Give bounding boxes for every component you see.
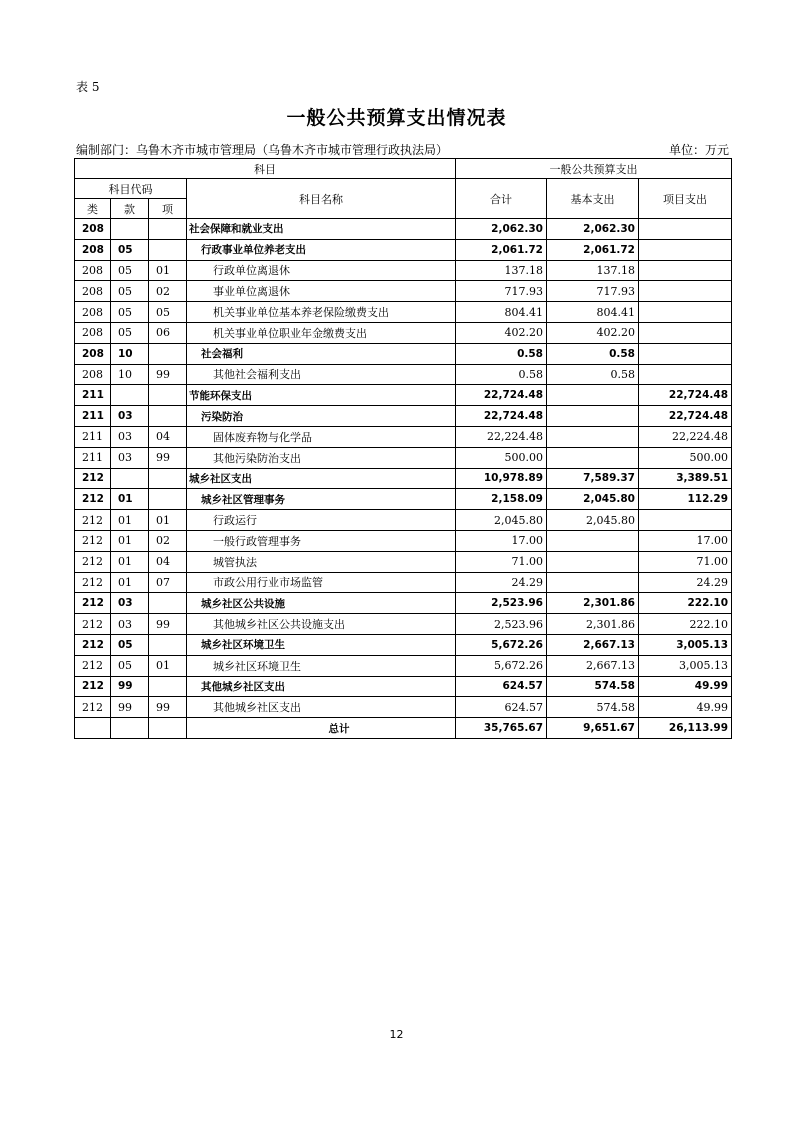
- table-number: 表 5: [76, 80, 100, 94]
- total-cell: 2,062.30: [456, 219, 547, 240]
- table-row: [75, 281, 732, 302]
- kuan-cell: 10: [111, 364, 149, 385]
- kuan-cell: 99: [111, 697, 149, 718]
- lei-cell: 212: [75, 468, 111, 489]
- page-number: 12: [389, 1028, 404, 1041]
- xiang-cell: 05: [149, 302, 187, 323]
- department-label: 编制部门：乌鲁木齐市城市管理局（乌鲁木齐市城市管理行政执法局）: [76, 143, 449, 157]
- kuan-cell: 01: [111, 530, 149, 551]
- subject-name-cell: 市政公用行业市场监管: [187, 572, 456, 593]
- header-budget-group: 一般公共预算支出: [456, 159, 732, 179]
- xiang-cell: [149, 239, 187, 260]
- total-cell: 5,672.26: [456, 655, 547, 676]
- basic-cell: 402.20: [547, 322, 639, 343]
- subject-name-cell: 城乡社区管理事务: [187, 489, 456, 510]
- total-cell: 717.93: [456, 281, 547, 302]
- project-cell: [639, 343, 732, 364]
- basic-cell: 574.58: [547, 676, 639, 697]
- total-row: [75, 718, 732, 739]
- total-kuan-cell: [111, 718, 149, 739]
- xiang-cell: 99: [149, 447, 187, 468]
- lei-cell: 208: [75, 343, 111, 364]
- lei-cell: 212: [75, 614, 111, 635]
- subject-name-cell: 污染防治: [187, 406, 456, 427]
- subject-name-cell: 社会福利: [187, 343, 456, 364]
- subject-name-cell: 一般行政管理事务: [187, 530, 456, 551]
- project-cell: 71.00: [639, 551, 732, 572]
- kuan-cell: [111, 468, 149, 489]
- subject-name-cell: 节能环保支出: [187, 385, 456, 406]
- lei-cell: 212: [75, 530, 111, 551]
- total-cell: 804.41: [456, 302, 547, 323]
- xiang-cell: [149, 343, 187, 364]
- lei-cell: 211: [75, 406, 111, 427]
- subject-name-cell: 其他城乡社区公共设施支出: [187, 614, 456, 635]
- subject-name-cell: 其他城乡社区支出: [187, 697, 456, 718]
- xiang-cell: [149, 219, 187, 240]
- budget-table: [74, 158, 732, 739]
- xiang-cell: 01: [149, 510, 187, 531]
- basic-cell: [547, 447, 639, 468]
- kuan-cell: 05: [111, 239, 149, 260]
- xiang-cell: [149, 676, 187, 697]
- lei-cell: 212: [75, 655, 111, 676]
- basic-cell: 717.93: [547, 281, 639, 302]
- project-cell: 222.10: [639, 614, 732, 635]
- kuan-cell: 10: [111, 343, 149, 364]
- table-row: [75, 322, 732, 343]
- lei-cell: 212: [75, 510, 111, 531]
- total-cell: 2,045.80: [456, 510, 547, 531]
- basic-cell: 7,589.37: [547, 468, 639, 489]
- basic-cell: [547, 426, 639, 447]
- kuan-cell: 99: [111, 676, 149, 697]
- table-row: [75, 676, 732, 697]
- xiang-cell: 02: [149, 281, 187, 302]
- table-row: [75, 385, 732, 406]
- basic-cell: 2,301.86: [547, 614, 639, 635]
- basic-cell: 2,045.80: [547, 510, 639, 531]
- basic-cell: [547, 406, 639, 427]
- lei-cell: 208: [75, 302, 111, 323]
- basic-cell: [547, 530, 639, 551]
- project-cell: [639, 364, 732, 385]
- project-cell: [639, 302, 732, 323]
- total-project: 26,113.99: [639, 718, 732, 739]
- lei-cell: 212: [75, 697, 111, 718]
- header-code-group: 科目代码: [75, 179, 187, 199]
- project-cell: 3,005.13: [639, 634, 732, 655]
- table-row: [75, 364, 732, 385]
- project-cell: 49.99: [639, 676, 732, 697]
- table-row: [75, 614, 732, 635]
- total-cell: 2,523.96: [456, 593, 547, 614]
- table-row: [75, 219, 732, 240]
- subject-name-cell: 机关事业单位基本养老保险缴费支出: [187, 302, 456, 323]
- lei-cell: 208: [75, 364, 111, 385]
- lei-cell: 208: [75, 260, 111, 281]
- total-cell: 2,523.96: [456, 614, 547, 635]
- table-row: [75, 447, 732, 468]
- xiang-cell: [149, 468, 187, 489]
- subject-name-cell: 城管执法: [187, 551, 456, 572]
- table-row: [75, 593, 732, 614]
- xiang-cell: 99: [149, 697, 187, 718]
- subject-name-cell: 其他污染防治支出: [187, 447, 456, 468]
- kuan-cell: 05: [111, 634, 149, 655]
- kuan-cell: [111, 219, 149, 240]
- basic-cell: [547, 572, 639, 593]
- total-basic: 9,651.67: [547, 718, 639, 739]
- project-cell: 24.29: [639, 572, 732, 593]
- kuan-cell: 03: [111, 447, 149, 468]
- kuan-cell: 05: [111, 260, 149, 281]
- subject-name-cell: 事业单位离退休: [187, 281, 456, 302]
- kuan-cell: 03: [111, 426, 149, 447]
- basic-cell: [547, 551, 639, 572]
- project-cell: 17.00: [639, 530, 732, 551]
- table-row: [75, 510, 732, 531]
- total-lei-cell: [75, 718, 111, 739]
- lei-cell: 208: [75, 219, 111, 240]
- total-xiang-cell: [149, 718, 187, 739]
- table-row: [75, 426, 732, 447]
- lei-cell: 212: [75, 551, 111, 572]
- table-row: [75, 572, 732, 593]
- header-total: 合计: [456, 179, 547, 219]
- table-row: [75, 489, 732, 510]
- unit-label: 单位：万元: [668, 143, 729, 157]
- basic-cell: 574.58: [547, 697, 639, 718]
- total-cell: 17.00: [456, 530, 547, 551]
- kuan-cell: 01: [111, 489, 149, 510]
- lei-cell: 212: [75, 572, 111, 593]
- kuan-cell: 03: [111, 614, 149, 635]
- kuan-cell: 01: [111, 551, 149, 572]
- subject-name-cell: 城乡社区环境卫生: [187, 634, 456, 655]
- project-cell: [639, 281, 732, 302]
- header-basic: 基本支出: [547, 179, 639, 219]
- total-cell: 22,724.48: [456, 385, 547, 406]
- kuan-cell: 05: [111, 281, 149, 302]
- project-cell: 500.00: [639, 447, 732, 468]
- subject-name-cell: 行政事业单位养老支出: [187, 239, 456, 260]
- subject-name-cell: 固体废弃物与化学品: [187, 426, 456, 447]
- total-cell: 0.58: [456, 364, 547, 385]
- basic-cell: 2,301.86: [547, 593, 639, 614]
- xiang-cell: [149, 634, 187, 655]
- lei-cell: 211: [75, 426, 111, 447]
- kuan-cell: 05: [111, 302, 149, 323]
- total-label: 总计: [187, 718, 456, 739]
- total-cell: 24.29: [456, 572, 547, 593]
- xiang-cell: 06: [149, 322, 187, 343]
- total-cell: 2,158.09: [456, 489, 547, 510]
- kuan-cell: 01: [111, 510, 149, 531]
- header-project: 项目支出: [639, 179, 732, 219]
- header-xiang: 项: [149, 199, 187, 219]
- basic-cell: 2,667.13: [547, 655, 639, 676]
- total-cell: 22,724.48: [456, 406, 547, 427]
- xiang-cell: [149, 593, 187, 614]
- kuan-cell: 05: [111, 655, 149, 676]
- table-row: [75, 260, 732, 281]
- project-cell: 222.10: [639, 593, 732, 614]
- xiang-cell: [149, 406, 187, 427]
- total-cell: 0.58: [456, 343, 547, 364]
- xiang-cell: [149, 385, 187, 406]
- lei-cell: 208: [75, 239, 111, 260]
- table-row: [75, 634, 732, 655]
- header-kuan: 款: [111, 199, 149, 219]
- subject-name-cell: 行政单位离退休: [187, 260, 456, 281]
- table-row: [75, 239, 732, 260]
- project-cell: 3,005.13: [639, 655, 732, 676]
- basic-cell: [547, 385, 639, 406]
- table-row: [75, 551, 732, 572]
- total-cell: 5,672.26: [456, 634, 547, 655]
- total-sum: 35,765.67: [456, 718, 547, 739]
- xiang-cell: 02: [149, 530, 187, 551]
- page-title: 一般公共预算支出情况表: [286, 107, 507, 129]
- subject-name-cell: 行政运行: [187, 510, 456, 531]
- lei-cell: 211: [75, 447, 111, 468]
- total-cell: 10,978.89: [456, 468, 547, 489]
- project-cell: [639, 239, 732, 260]
- basic-cell: 2,045.80: [547, 489, 639, 510]
- subject-name-cell: 其他城乡社区支出: [187, 676, 456, 697]
- project-cell: [639, 219, 732, 240]
- table-row: [75, 302, 732, 323]
- basic-cell: 137.18: [547, 260, 639, 281]
- total-cell: 402.20: [456, 322, 547, 343]
- table-row: [75, 655, 732, 676]
- table-row: [75, 406, 732, 427]
- subject-name-cell: 其他社会福利支出: [187, 364, 456, 385]
- total-cell: 71.00: [456, 551, 547, 572]
- total-cell: 624.57: [456, 676, 547, 697]
- lei-cell: 212: [75, 676, 111, 697]
- project-cell: 49.99: [639, 697, 732, 718]
- basic-cell: 2,062.30: [547, 219, 639, 240]
- lei-cell: 208: [75, 281, 111, 302]
- total-cell: 137.18: [456, 260, 547, 281]
- header-subject: 科目: [75, 159, 456, 179]
- kuan-cell: 03: [111, 406, 149, 427]
- project-cell: 22,724.48: [639, 406, 732, 427]
- table-body: [75, 219, 732, 718]
- total-cell: 624.57: [456, 697, 547, 718]
- subject-name-cell: 城乡社区支出: [187, 468, 456, 489]
- project-cell: [639, 260, 732, 281]
- table-row: [75, 530, 732, 551]
- table-row: [75, 343, 732, 364]
- table-row: [75, 697, 732, 718]
- basic-cell: 2,061.72: [547, 239, 639, 260]
- xiang-cell: 04: [149, 426, 187, 447]
- subject-name-cell: 城乡社区公共设施: [187, 593, 456, 614]
- basic-cell: 804.41: [547, 302, 639, 323]
- basic-cell: 0.58: [547, 364, 639, 385]
- lei-cell: 212: [75, 489, 111, 510]
- kuan-cell: 01: [111, 572, 149, 593]
- xiang-cell: 01: [149, 655, 187, 676]
- table-row: [75, 468, 732, 489]
- basic-cell: 2,667.13: [547, 634, 639, 655]
- total-cell: 500.00: [456, 447, 547, 468]
- project-cell: 22,724.48: [639, 385, 732, 406]
- project-cell: [639, 322, 732, 343]
- lei-cell: 212: [75, 593, 111, 614]
- basic-cell: 0.58: [547, 343, 639, 364]
- kuan-cell: [111, 385, 149, 406]
- xiang-cell: 99: [149, 614, 187, 635]
- subject-name-cell: 机关事业单位职业年金缴费支出: [187, 322, 456, 343]
- project-cell: 112.29: [639, 489, 732, 510]
- kuan-cell: 05: [111, 322, 149, 343]
- xiang-cell: 01: [149, 260, 187, 281]
- project-cell: [639, 510, 732, 531]
- total-cell: 22,224.48: [456, 426, 547, 447]
- lei-cell: 211: [75, 385, 111, 406]
- lei-cell: 212: [75, 634, 111, 655]
- project-cell: 3,389.51: [639, 468, 732, 489]
- header-subject-name: 科目名称: [187, 179, 456, 219]
- header-lei: 类: [75, 199, 111, 219]
- subject-name-cell: 社会保障和就业支出: [187, 219, 456, 240]
- kuan-cell: 03: [111, 593, 149, 614]
- xiang-cell: 99: [149, 364, 187, 385]
- xiang-cell: [149, 489, 187, 510]
- xiang-cell: 04: [149, 551, 187, 572]
- lei-cell: 208: [75, 322, 111, 343]
- total-cell: 2,061.72: [456, 239, 547, 260]
- project-cell: 22,224.48: [639, 426, 732, 447]
- subject-name-cell: 城乡社区环境卫生: [187, 655, 456, 676]
- xiang-cell: 07: [149, 572, 187, 593]
